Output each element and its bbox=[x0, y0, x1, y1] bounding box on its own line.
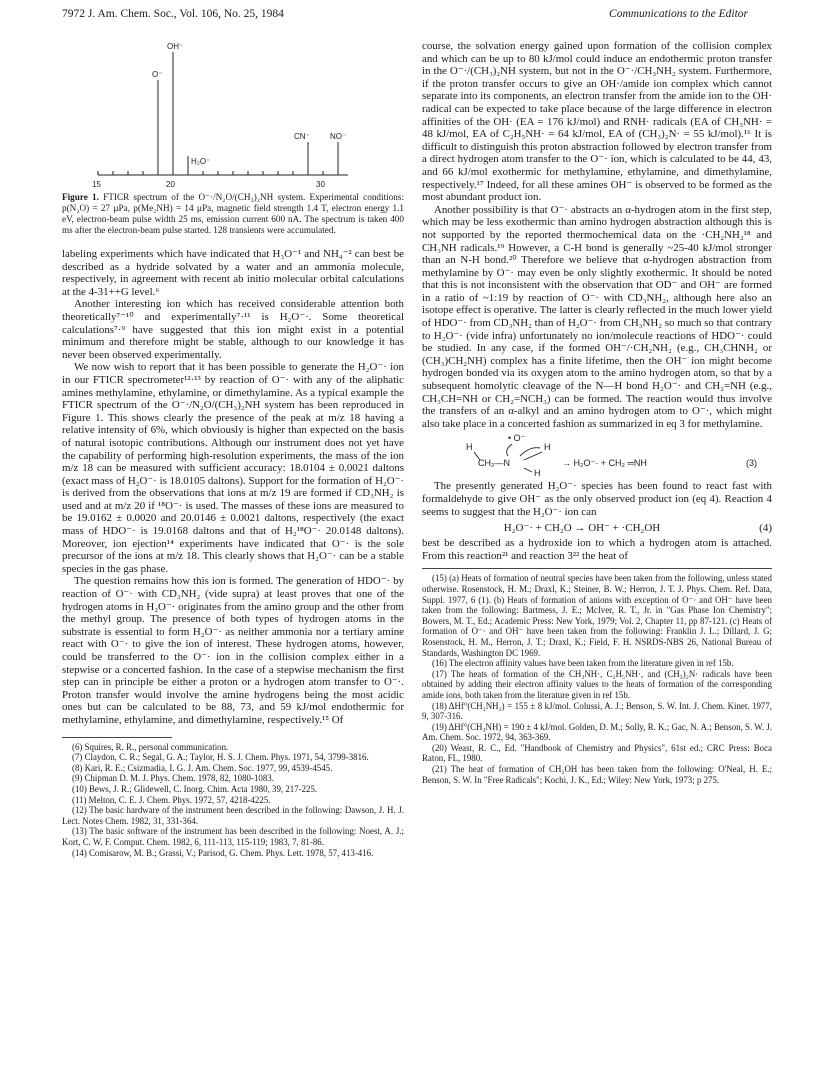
footnote: (14) Comisarow, M. B.; Grassi, V.; Parisod, G. Chem. Phys. Lett. 1978, 57, 413-416. bbox=[72, 847, 374, 858]
peak-label-no: NO⁻ bbox=[330, 132, 347, 141]
spectrum-plot bbox=[62, 40, 404, 190]
right-body bbox=[422, 40, 772, 430]
paragraph: course, the solvation energy gained upon formation of the collision complex and which can be up to 80 kJ/mol could induce an endothermic proton transfer in the O⁻·/(CH₃)₂NH system, but not in the O⁻·/CH₃NH₂ system. Furthermore, if the proton transfer occurs to give an OH·/amide ion complex which cannot separate into its components, an electron transfer from the amide ion to the OH· radical can be expected to take place because of the large difference in electron affinities of the OH· (EA = 176 kJ/mol) and RNH· radicals (EA of CH₃NH· = 48 kJ/mol, EA of C₂H₅NH· = 64 kJ/mol, EA of (CH₃)₂N· = 55 kJ/mol).¹⁶ It is difficult to distinguish this proton abstraction followed by electron transfer from a direct hydrogen atom transfer to the O⁻· ion, which is calculated to be 44, 43, and 66 kJ/mol exothermic for methylamine, ethylamine, and dimethylamine, respectively.¹⁷ Indeed, for all these amines OH⁻ is observed to be formed as the most abundant product ion. bbox=[422, 40, 772, 204]
tick-label-20: 20 bbox=[166, 180, 175, 189]
tick-label-30: 30 bbox=[316, 180, 325, 189]
tick-label-15: 15 bbox=[92, 180, 101, 189]
caption-label: Figure 1. bbox=[62, 192, 99, 202]
scheme-number: (3) bbox=[746, 458, 757, 469]
figure-1-spectrum bbox=[62, 40, 404, 190]
peak-label-o: O⁻ bbox=[152, 70, 163, 79]
paragraph: labeling experiments which have indicated that H₃O⁻¹ and NH₄⁻² can best be described as a hydride solvated by a water and an ammonia molecule, respectively, in agreement with recent ab initio molecular orbital calculations at the 4-31++G level.⁶ bbox=[62, 248, 404, 298]
footnote: (19) ΔHf°(CH₃NH) = 190 ± 4 kJ/mol. Golden, D. M.; Solly, R. K.; Gac, N. A.; Benson, S. W. J. Am. Chem. Soc. 1972, 94, 363-369. bbox=[422, 721, 772, 743]
axis-ticks bbox=[98, 171, 338, 175]
peak-label-cn: CN⁻ bbox=[294, 132, 310, 141]
right-body-continued bbox=[422, 480, 772, 518]
footnote: (21) The heat of formation of CH₂OH has been taken from the following: O'Neal, H. E.; Benson, S. W. In "Free Radicals"; Kochi, J. K., Ed.; Wiley: New York, 1973; p 275. bbox=[422, 764, 772, 785]
right-footnotes bbox=[422, 573, 772, 785]
scheme-oxygen-anion: • O⁻ bbox=[508, 433, 526, 444]
paragraph: Another interesting ion which has received considerable attention both theoretically⁷⁻¹⁰ and experimentally⁷·¹¹ is H₂O⁻·. Some theoretical calculations⁷·⁹ have suggested that this ion might exist in a potential minimum and therefore might be stable, although to our knowledge it has never been observed experimentally. bbox=[62, 298, 404, 361]
footnote-rule bbox=[422, 568, 772, 569]
equation-4-text: H₂O⁻· + CH₂O → OH⁻ + ·CH₂OH bbox=[503, 522, 661, 535]
footnote: (7) Claydon, C. R.; Segal, G. A.; Taylor, H. S. J. Chem. Phys. 1971, 54, 3799-3816. bbox=[72, 752, 369, 763]
paragraph: The presently generated H₂O⁻· species has been found to react fast with formaldehyde to give OH⁻ as the only observed product ion (eq 4). Reaction 4 seems to suggest that the H₂O⁻· ion can bbox=[422, 480, 772, 518]
paragraph: best be described as a hydroxide ion to which a hydrogen atom is attached. From this reaction²¹ and reaction 3²² the heat of bbox=[422, 537, 772, 562]
left-column bbox=[62, 40, 404, 858]
footnote: (20) Weast, R. C., Ed. "Handbook of Chemistry and Physics", 61st ed.; CRC Press: Boca Raton, FL, 1980. bbox=[422, 742, 772, 764]
scheme-h-left: H bbox=[466, 442, 473, 453]
scheme-ch2-n: CH₂—N bbox=[478, 458, 510, 469]
equation-4 bbox=[422, 518, 772, 537]
footnote: (10) Bews, J. R.; Glidewell, C. Inorg. Chim. Acta 1980, 39, 217-225. bbox=[72, 783, 318, 794]
footnote: (18) ΔHf°(CH₂NH₂) = 155 ± 8 kJ/mol. Colussi, A. J.; Benson, S. W. Int. J. Chem. Kinet. 1977, 9, 307-316. bbox=[422, 700, 772, 722]
scheme-h-right: H bbox=[544, 442, 551, 453]
paragraph: The question remains how this ion is formed. The generation of HDO⁻· by reaction of O⁻· with CD₃NH₂ (vide supra) at least proves that one of the hydrogen atoms in H₂O⁻· originates from the amino group and the other from the methyl group. The presence of both types of hydrogen atoms in the substrate is essential to form H₂O⁻· as neither ammonia nor a tertiary amine react with O⁻· to give the ion of interest. These hydrogen atoms, however, could be transferred to the O⁻· ion in the collision complex either in a stepwise or a concerted fashion. In the case of a stepwise mechanism the first step can in principle be either a proton or a hydrogen atom transfer to O⁻·. Proton transfer would involve the amine hydrogens being the most acidic ones but can be calculated to be 88, 73, and 59 kJ/mol endothermic for methylamine, ethylamine, and dimethylamine, respectively.¹⁵ Of bbox=[62, 575, 404, 726]
figure-caption bbox=[62, 192, 404, 236]
footnote: (9) Chipman D. M. J. Phys. Chem. 1978, 82, 1080-1083. bbox=[72, 773, 274, 784]
caption-text: FTICR spectrum of the O⁻·/N₂O/(CH₃)₂NH system. Experimental conditions: p(N₂O) = 27 µPa, p(Me₂NH) = 14 µPa, magnetic field strength 1.4 T, electron energy 1.1 eV, electron-beam pulse width 25 ms, emission current 600 nA. The spectrum is taken 400 ms after the electron-beam pulse started. 128 transients were accumulated. bbox=[62, 192, 404, 235]
peak-label-h2o: H₂O⁻ bbox=[191, 157, 211, 166]
scheme-products: → H₂O⁻· + CH₂ ═NH bbox=[562, 458, 647, 469]
peak-label-oh: OH⁻ bbox=[167, 42, 184, 51]
footnote: (17) The heats of formation of the CH₃NH·, C₂H₅NH·, and (CH₃)₂N· radicals have been obtained by adding their electron affinity values to the heats of formation of the corresponding amide ions, both taken from the literature given in ref 15b. bbox=[422, 668, 772, 700]
right-column bbox=[422, 40, 772, 785]
footnote: (16) The electron affinity values have been taken from the literature given in ref 15b. bbox=[432, 658, 734, 669]
scheme-h-bottom: H bbox=[534, 468, 541, 479]
footnote-rule bbox=[62, 737, 172, 738]
left-footnotes bbox=[62, 742, 404, 859]
paragraph: Another possibility is that O⁻· abstracts an α-hydrogen atom in the first step, which may be less exothermic than amino hydrogen abstraction although this is not supported by the reported thermochemical data on the ·CH₂NH₂¹⁸ and CH₃NH radicals.¹⁹ However, a C-H bond is generally ~25-40 kJ/mol stronger than an N-H bond.²⁰ Therefore we believe that α-hydrogen abstraction from methylamine by O⁻· may even be only slightly exothermic. It should be noted that this is not inconsistent with the observation that OD⁻ and OH⁻ are formed in a ratio of ~1:19 by reaction of O⁻· with CD₃NH₂, although here also an isotope effect is operative. The latter is clearly reflected in the much lower yield of HDO⁻· from CD₃NH₂ than of H₂O⁻· from CH₃NH₂ so much so that contrary to H₂O⁻· (vide infra) unfortunately no ion/molecule reactions of HDO⁻· could be studied. In any case, if the formed OH⁻/·CH₂NH₂ (e.g., CH₃CHNH₂ or (CH₃)CH₂NH) complex has a finite lifetime, then the OH⁻ ion might become hydrogen bonded via its oxygen atom to the amino hydrogen atom, so that by a subsequent homolytic cleavage of the N—H bond H₂O⁻· and CH₂=NH (e.g., CH₃CH=NH or CH₂=NCH₃) can be formed. The reaction would thus involve the transfers of an α-alkyl and an amino hydrogen atom to O⁻·, which might also take place in a concerted fashion as summarized in eq 3 for methylamine. bbox=[422, 203, 772, 430]
left-body bbox=[62, 248, 404, 727]
footnote: (15) (a) Heats of formation of neutral species have been taken from the following, unless stated otherwise. Rosenstock, H. M.; Draxl, K.; Steiner, B. W.; Herron, J. T. J. Phys. Chem. Ref. Data, Suppl. 1977, 6 (1). (b) Heats of formation of anions with exception of O⁻· and OH⁻ have been taken from the following: Bartmess, J. E.; McIver, R. T., Jr. in "Gas Phase Ion Chemistry"; Bowers, M. T., Ed.; Academic Press: New York, 1979; Vol. 2, Chapter 11, pp 87-121. (c) Heats of formation of O⁻· and OH⁻ have been taken from the following: Franklin J. L.; Dillard, J. G; Rosenstock, H. M., Herron, J. T.; Draxl, K.; Field, F. H. NSRDS-NBS 26, National Bureau of Standards, Washington DC 1969. bbox=[422, 573, 772, 658]
footnote: (13) The basic software of the instrument has been described in the following: Noest, A. J.; Kort, C. W. F. Comput. Chem. 1982, 6, 111-113, 115-119; 1983, 7, 81-86. bbox=[62, 826, 404, 847]
scheme-3-drawing bbox=[422, 430, 772, 480]
footnote: (8) Kari, R. E.; Csizmadia, I. G. J. Am. Chem. Soc. 1977, 99, 4539-4545. bbox=[72, 762, 333, 773]
equation-4-number: (4) bbox=[759, 521, 772, 534]
footnote: (11) Melton, C. E. J. Chem. Phys. 1972, 57, 4218-4225. bbox=[72, 794, 271, 805]
footnote: (6) Squires, R. R., personal communication. bbox=[72, 741, 229, 752]
right-body-final bbox=[422, 537, 772, 562]
running-header-section: Communications to the Editor bbox=[609, 8, 748, 20]
paragraph: We now wish to report that it has been possible to generate the H₂O⁻· ion in our FTICR spectrometer¹²·¹³ by reaction of O⁻· with any of the aliphatic amines methylamine, ethylamine, or dimethylamine. As a typical example the FTICR spectrum of the O⁻·/N₂O/(CH₃)₂NH system has been reproduced in Figure 1. This shows clearly the presence of the peak at m/z 18 having a relative intensity of 6%, which obviously is higher than expected on the basis of natural isotopic contributions. Although our instrument does not yet have the capability of performing high-resolution experiments, the mass of the ion m/z 18 can be measured with sufficient accuracy: 18.0104 ± 0.0021 daltons (exact mass of H₂O⁻· is 18.0105 daltons). Support for the formation of H₂O⁻· is derived from the observations that ions at m/z 19 are formed if CD₃NH₂ is used and at m/z 20 if ¹⁸O⁻· is used. The masses of these ions are measured to be 19.0162 ± 0.0020 and 20.0146 ± 0.0021 daltons, respectively (the exact mass of HDO⁻· is 19.0168 daltons and that of H₂¹⁸O⁻· 20.0148 daltons). Moreover, ion ejection¹⁴ experiments have indicated that O⁻· is the sole precursor of the ions at m/z 18. This clearly shows that H₂O⁻· can be a stable species in the gas phase. bbox=[62, 361, 404, 575]
reaction-scheme-3 bbox=[422, 430, 772, 480]
footnote: (12) The basic hardware of the instrument been described in the following: Dawson, J. H. J. Lect. Notes Chem. 1982, 31, 331-364. bbox=[62, 805, 404, 826]
running-header-journal: 7972 J. Am. Chem. Soc., Vol. 106, No. 25, 1984 bbox=[62, 8, 284, 20]
